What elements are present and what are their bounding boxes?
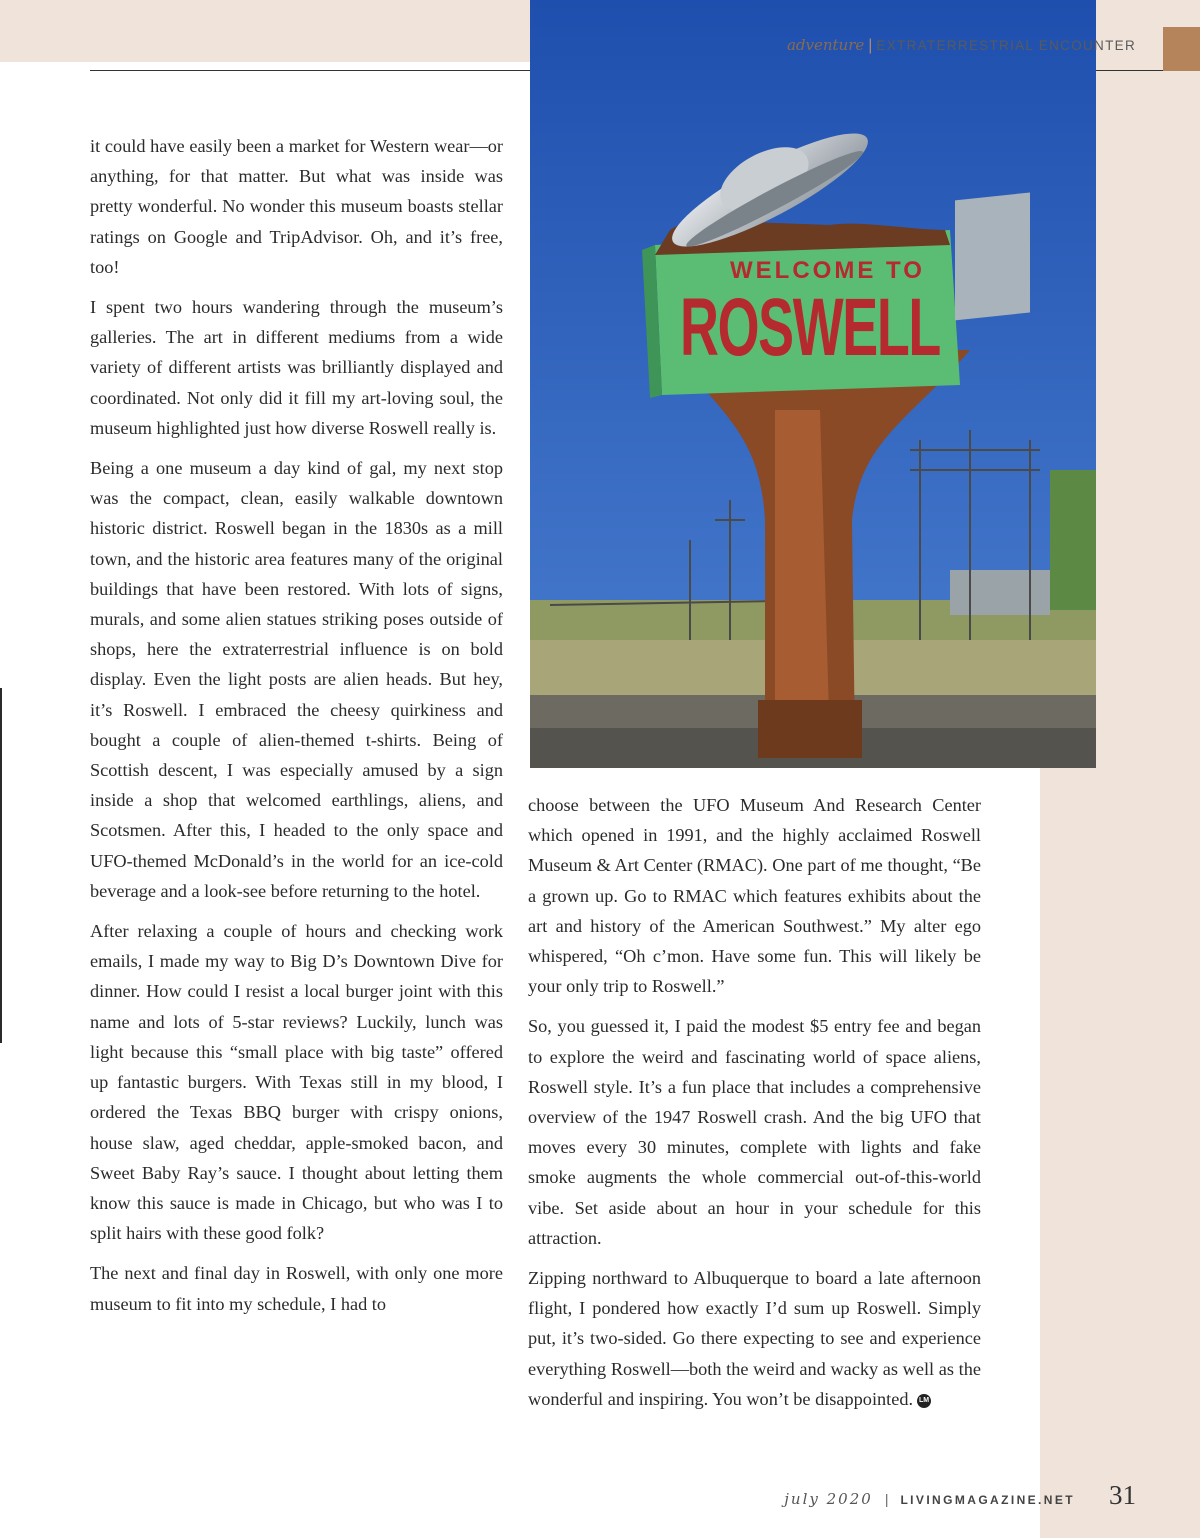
header-separator: |	[868, 37, 873, 54]
page-footer	[784, 1480, 1136, 1511]
page-number: 31	[1109, 1480, 1136, 1510]
header-category: adventure	[786, 36, 865, 54]
sign-welcome-text: WELCOME TO	[730, 257, 925, 284]
paragraph: I spent two hours wandering through the museum’s galleries. The art in different mediums from a wide variety of different artists was brilliantly displayed and coordinated. Not only did it fill my art-loving soul, the museum highlighted just how diverse Roswell really is.	[90, 297, 503, 438]
paragraph: So, you guessed it, I paid the modest $5 entry fee and began to explore the weird and fascinating world of space aliens, Roswell style. It’s a fun place that includes a comprehensive overview of the 1947 Roswell crash. And the big UFO that moves every 30 minutes, complete with lights and fake smoke augments the whole commercial out-of-this-world vibe. Set aside about an hour in your schedule for this attraction.	[528, 1016, 981, 1248]
paragraph: it could have easily been a market for Western wear—or anything, for that matter. But what was inside was pretty wonderful. No wonder this museum boasts stellar ratings on Google and TripAdvisor. Oh, and it’s free, too!	[90, 136, 503, 277]
header-section-title: EXTRATERRESTRIAL ENCOUNTER	[876, 38, 1136, 53]
paragraph: After relaxing a couple of hours and checking work emails, I made my way to Big D’s Downtown Dive for dinner. How could I resist a local burger joint with this name and lots of 5-star reviews? Luckily, lunch was light because this “small place with big taste” offered up fantastic burgers. With Texas still in my blood, I ordered the Texas BBQ burger with crispy onions, house slaw, aged cheddar, apple-smoked bacon, and Sweet Baby Ray’s sauce. I thought about letting them know this sauce is made in Chicago, but who was I to split hairs with these good folk?	[90, 921, 503, 1244]
paragraph: choose between the UFO Museum And Research Center which opened in 1991, and the highly acclaimed Roswell Museum & Art Center (RMAC). One part of me thought, “Be a grown up. Go to RMAC which features exhibits about the art and history of the American Southwest.” My alter ego whispered, “Oh c’mon. Have some fun. This will likely be your only trip to Roswell.”	[528, 795, 981, 997]
section-header	[787, 36, 1136, 55]
paragraph: The next and final day in Roswell, with only one more museum to fit into my schedule, I had to	[90, 1263, 503, 1314]
roswell-sign-photo	[530, 0, 1096, 768]
footer-website[interactable]: LIVINGMAGAZINE.NET	[900, 1493, 1075, 1507]
footer-separator: |	[884, 1491, 889, 1507]
section-tab-accent	[1163, 27, 1200, 71]
article-column-left	[90, 131, 503, 1329]
paragraph: Being a one museum a day kind of gal, my next stop was the compact, clean, easily walkable downtown historic district. Roswell began in the 1830s as a mill town, and the historic area features many of the original buildings that have been restored. With lots of signs, murals, and some alien statues striking poses outside of shops, here the extraterrestrial influence is on bold display. Even the light posts are alien heads. But hey, it’s Roswell. I embraced the cheesy quirkiness and bought a couple of alien-themed t-shirts. Being of Scottish descent, I was especially amused by a sign inside a shop that welcomed earthlings, aliens, and Scotsmen. After this, I headed to the only space and UFO-themed McDonald’s in the world for an ice-cold beverage and a look-see before returning to the hotel.	[90, 458, 503, 901]
paragraph	[528, 1263, 981, 1414]
paragraph-text: Zipping northward to Albuquerque to board a late afternoon flight, I pondered how exactly I’d sum up Roswell. Simply put, it’s two-sided. Go there expecting to see and experience everything Roswell—both the weird and wacky as well as the wonderful and inspiring. You won’t be disappointed.	[528, 1268, 981, 1409]
roswell-sign-illustration	[530, 0, 1096, 768]
end-of-article-logo-icon: LM	[917, 1394, 931, 1408]
article-column-right	[528, 790, 981, 1424]
footer-issue-date: july 2020	[784, 1490, 873, 1508]
sign-roswell-text: ROSWELL	[680, 282, 940, 373]
left-edge-line	[0, 688, 2, 1043]
